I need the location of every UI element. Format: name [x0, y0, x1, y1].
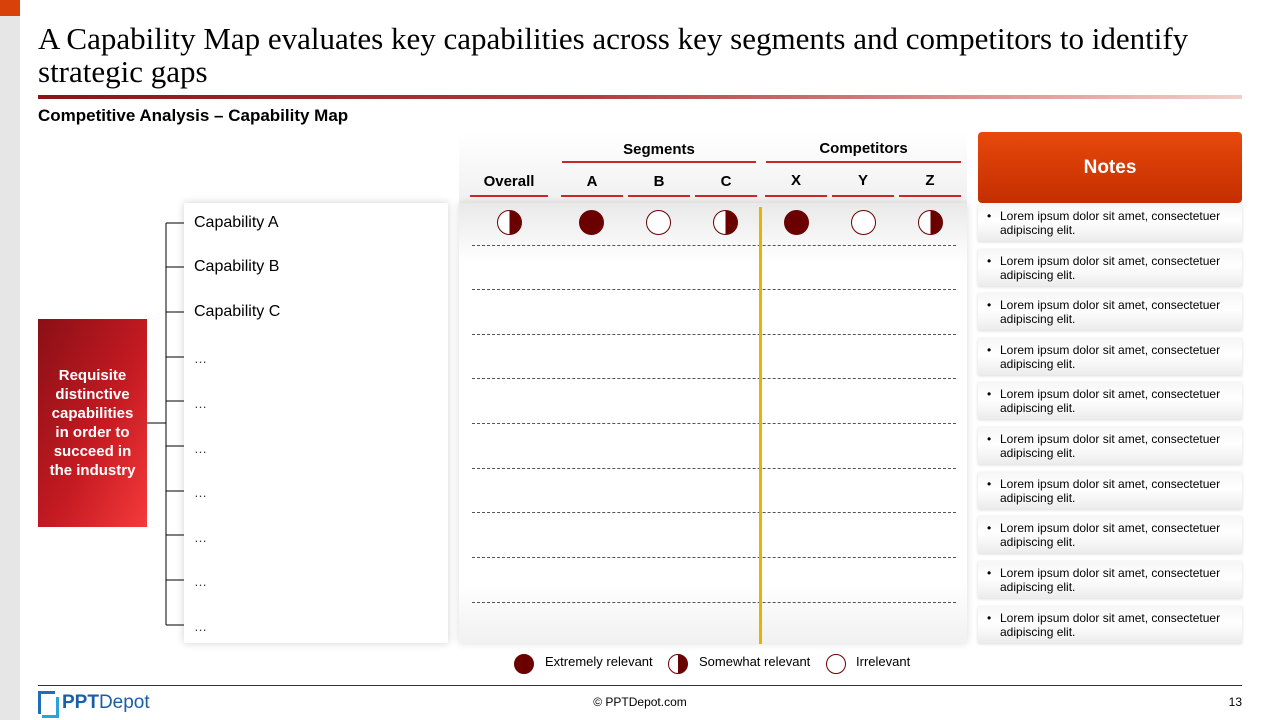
requisite-capabilities-label: Requisite distinctive capabilities in order to succeed in the industry — [49, 367, 136, 479]
segments-competitors-divider — [759, 207, 762, 644]
note-item: • Lorem ipsum dolor sit amet, consectetuer adipiscing elit. — [978, 516, 1242, 553]
legend-half-icon — [668, 654, 688, 674]
column-rule — [899, 195, 961, 197]
column-rule — [695, 195, 757, 197]
capability-label: … — [194, 396, 207, 411]
capability-label: Capability B — [194, 258, 280, 275]
rating-mark — [851, 210, 876, 235]
rating-mark — [918, 210, 943, 235]
capability-label: Capability C — [194, 303, 281, 320]
note-item: • Lorem ipsum dolor sit amet, consectetuer adipiscing elit. — [978, 204, 1242, 241]
column-rule — [470, 195, 548, 197]
copyright: © PPTDepot.com — [593, 695, 687, 709]
corner-accent — [0, 0, 20, 16]
row-divider — [472, 289, 956, 290]
column-rule — [628, 195, 690, 197]
column-header-c: C — [720, 173, 732, 190]
row-divider — [472, 378, 956, 379]
capability-label: … — [194, 619, 207, 634]
column-rule — [765, 195, 827, 197]
legend-empty-icon — [826, 654, 846, 674]
legend-label-half: Somewhat relevant — [699, 654, 811, 669]
capability-label: … — [194, 574, 207, 589]
column-rule — [561, 195, 623, 197]
column-header-y: Y — [857, 172, 868, 189]
capability-label: … — [194, 485, 207, 500]
page-number: 13 — [1228, 695, 1242, 709]
capability-label: … — [194, 351, 207, 366]
note-item: • Lorem ipsum dolor sit amet, consectetuer adipiscing elit. — [978, 427, 1242, 464]
note-item: • Lorem ipsum dolor sit amet, consectetuer adipiscing elit. — [978, 606, 1242, 643]
notes-header-label: Notes — [1083, 156, 1137, 178]
note-item: • Lorem ipsum dolor sit amet, consectetuer adipiscing elit. — [978, 293, 1242, 330]
legend-label-full: Extremely relevant — [545, 654, 653, 669]
row-divider — [472, 423, 956, 424]
left-margin-strip — [0, 0, 20, 720]
rating-mark — [784, 210, 809, 235]
row-divider — [472, 602, 956, 603]
row-divider — [472, 512, 956, 513]
note-item: • Lorem ipsum dolor sit amet, consectetuer adipiscing elit. — [978, 249, 1242, 286]
note-item: • Lorem ipsum dolor sit amet, consectetuer adipiscing elit. — [978, 382, 1242, 419]
segments-group-label: Segments — [623, 141, 695, 158]
title-underline — [38, 95, 1242, 99]
rating-mark — [646, 210, 671, 235]
slide-subtitle: Competitive Analysis – Capability Map — [38, 106, 349, 125]
row-divider — [472, 557, 956, 558]
legend-label-empty: Irrelevant — [856, 654, 911, 669]
column-header-x: X — [790, 172, 801, 189]
note-item: • Lorem ipsum dolor sit amet, consectetuer adipiscing elit. — [978, 472, 1242, 509]
footer-rule — [38, 685, 1242, 686]
legend-full-icon — [514, 654, 534, 674]
requisite-capabilities-box — [38, 319, 147, 527]
row-divider — [472, 245, 956, 246]
column-header-a: A — [586, 173, 598, 190]
capability-label: Capability A — [194, 214, 279, 231]
competitors-group-label: Competitors — [819, 140, 908, 157]
rating-mark — [579, 210, 604, 235]
competitors-group-rule — [766, 161, 961, 163]
column-header-b: B — [653, 173, 665, 190]
rating-mark — [713, 210, 738, 235]
row-divider — [472, 468, 956, 469]
notes-header — [978, 132, 1242, 203]
logo-text: PPTDepot — [62, 692, 150, 713]
rating-mark — [497, 210, 522, 235]
page-title: A Capability Map evaluates key capabilities across key segments and competitors to identify strategic gaps — [38, 21, 1189, 89]
capability-label: … — [194, 441, 207, 456]
capability-label: … — [194, 530, 207, 545]
segments-group-rule — [562, 161, 756, 163]
note-item: • Lorem ipsum dolor sit amet, consectetuer adipiscing elit. — [978, 338, 1242, 375]
row-divider — [472, 334, 956, 335]
column-header-overall: Overall — [483, 173, 535, 190]
column-header-z: Z — [925, 172, 935, 189]
column-rule — [832, 195, 894, 197]
note-item: • Lorem ipsum dolor sit amet, consectetuer adipiscing elit. — [978, 561, 1242, 598]
